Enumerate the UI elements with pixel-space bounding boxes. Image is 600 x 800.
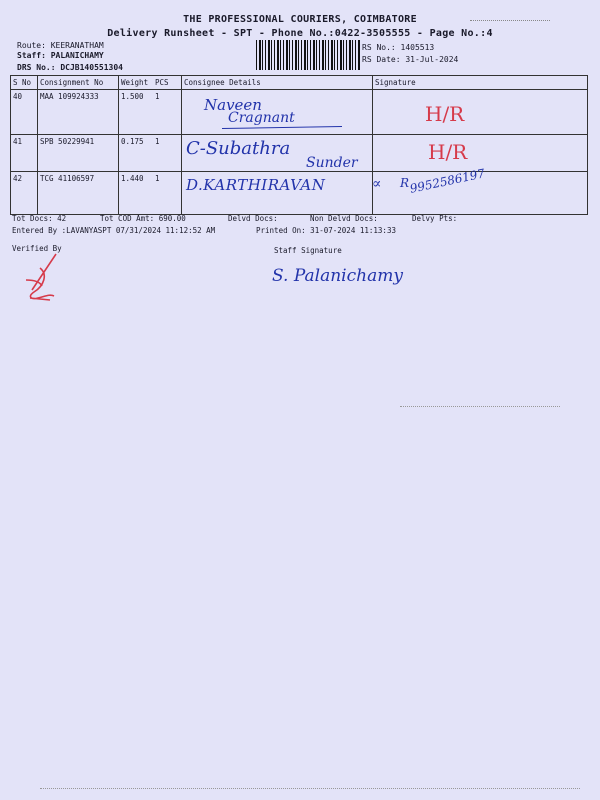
header-pcs: PCS — [153, 76, 182, 90]
verified-by-label: Verified By — [12, 244, 62, 253]
runsheet-table — [10, 75, 588, 215]
rs-date: RS Date: 31-Jul-2024 — [362, 55, 459, 64]
total-docs: Tot Docs: 42 — [12, 214, 67, 223]
drs-number: DRS No.: DCJB140551304 — [17, 63, 123, 72]
handwritten-signature-42-initials: R — [400, 176, 410, 190]
delivery-points: Delvy Pts: — [412, 214, 458, 223]
cell-weight: 1.440 — [119, 172, 154, 215]
printed-on: Printed On: 31-07-2024 11:13:33 — [256, 226, 396, 235]
table-header-row — [11, 76, 588, 90]
header-signature: Signature — [373, 76, 588, 90]
handwritten-consignee-41-line2: Sunder — [306, 155, 358, 171]
cell-pcs: 1 — [153, 90, 182, 135]
cell-consignment: MAA 109924333 — [38, 90, 119, 135]
handwritten-consignee-40-line1: Naveen — [204, 96, 262, 114]
cell-pcs: 1 — [153, 172, 182, 215]
handwritten-signature-40: H/R — [425, 102, 465, 126]
cell-sno: 41 — [11, 135, 38, 172]
cell-consignment: SPB 50229941 — [38, 135, 119, 172]
staff-signature-label: Staff Signature — [274, 246, 342, 255]
header-sno: S No — [11, 76, 38, 90]
cell-signature — [373, 90, 588, 135]
scan-artifact — [400, 406, 560, 408]
scan-artifact — [40, 788, 580, 790]
total-cod-amount: Tot COD Amt: 690.00 — [100, 214, 186, 223]
verified-signature-scribble — [20, 250, 66, 306]
document-title: THE PROFESSIONAL COURIERS, COIMBATORE — [183, 14, 417, 25]
rs-number: RS No.: 1405513 — [362, 43, 435, 52]
stray-marks — [470, 20, 550, 22]
staff-label: Staff: PALANICHAMY — [17, 51, 104, 60]
route-label: Route: KEERANATHAM — [17, 41, 104, 50]
header-weight: Weight — [119, 76, 154, 90]
header-consignment: Consignment No — [38, 76, 119, 90]
table-row — [11, 90, 588, 135]
handwritten-staff-signature: S. Palanichamy — [272, 266, 403, 286]
handwritten-phone-42: 9952586197 — [408, 166, 487, 196]
document-subtitle: Delivery Runsheet - SPT - Phone No.:0422-3505555 - Page No.:4 — [107, 28, 493, 39]
cell-consignment: TCG 41106597 — [38, 172, 119, 215]
cell-sno: 40 — [11, 90, 38, 135]
handwritten-consignee-40-line2: Cragnant — [228, 110, 295, 126]
handwritten-signature-41: H/R — [428, 140, 468, 164]
barcode-image — [256, 40, 360, 70]
cell-sno: 42 — [11, 172, 38, 215]
entered-by: Entered By :LAVANYASPT 07/31/2024 11:12:52 AM — [12, 226, 216, 235]
table-row — [11, 135, 588, 172]
non-delivered-docs: Non Delvd Docs: — [310, 214, 378, 223]
delivered-docs: Delvd Docs: — [228, 214, 278, 223]
cell-weight: 1.500 — [119, 90, 154, 135]
cell-pcs: 1 — [153, 135, 182, 172]
handwritten-consignee-41-line1: C-Subathra — [186, 138, 291, 159]
handwritten-signature-42-mark: ∝ — [372, 176, 382, 192]
handwritten-consignee-42: D.KARTHIRAVAN — [186, 176, 326, 194]
header-consignee: Consignee Details — [182, 76, 373, 90]
cell-weight: 0.175 — [119, 135, 154, 172]
